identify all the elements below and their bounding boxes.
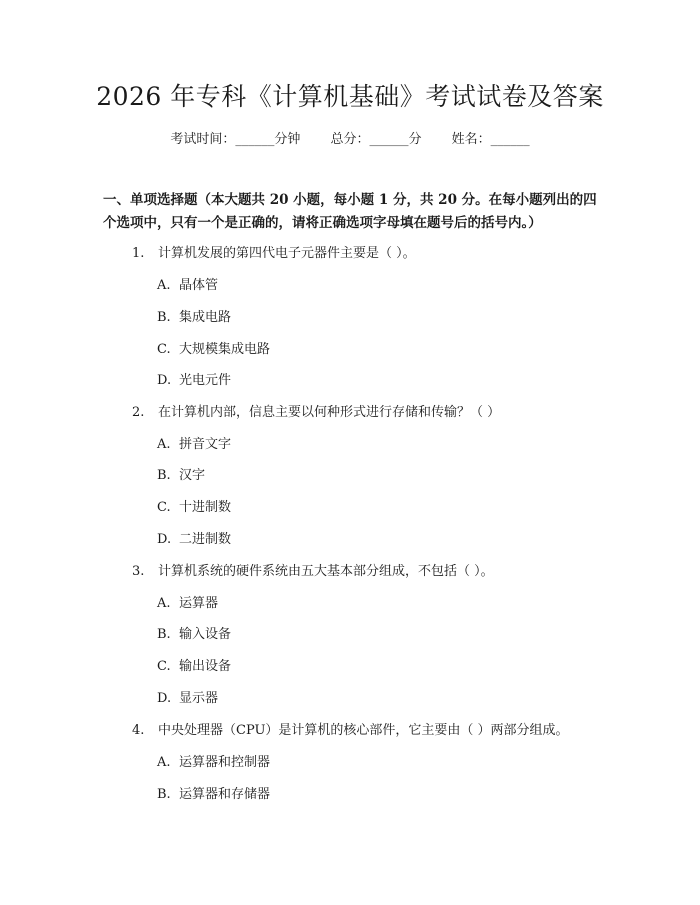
option-b — [157, 626, 231, 644]
option-letter: B. — [157, 627, 171, 642]
option-text: 运算器 — [179, 596, 219, 611]
option-d — [157, 372, 231, 390]
option-text: 显示器 — [179, 691, 219, 706]
option-letter: C. — [157, 342, 171, 357]
option-a — [157, 436, 231, 454]
option-b — [157, 786, 270, 804]
question-stem: 计算机发展的第四代电子元器件主要是（ ）。 — [158, 246, 416, 261]
section-heading-line: 一、单项选择题（本大题共 20 小题，每小题 1 分，共 20 分。在每小题列出的四 — [103, 192, 597, 208]
option-text: 输入设备 — [179, 627, 232, 642]
exam-time-field: 考试时间：______分钟 — [170, 132, 301, 147]
option-letter: C. — [157, 659, 171, 674]
question-number: 4. — [132, 723, 145, 738]
question-number: 3. — [132, 564, 145, 579]
option-d — [157, 690, 218, 708]
option-letter: A. — [157, 596, 171, 611]
question-stem: 计算机系统的硬件系统由五大基本部分组成，不包括（ ）。 — [158, 564, 494, 579]
section-heading — [103, 189, 603, 235]
question-number: 2. — [132, 405, 145, 420]
option-text: 输出设备 — [179, 659, 232, 674]
option-text: 汉字 — [179, 468, 206, 483]
exam-info — [0, 131, 700, 149]
option-a — [157, 595, 218, 613]
option-letter: D. — [157, 532, 172, 547]
option-c — [157, 658, 231, 676]
option-b — [157, 309, 231, 327]
option-a — [157, 277, 218, 295]
question-stem: 中央处理器（CPU）是计算机的核心部件，它主要由（ ）两部分组成。 — [158, 723, 569, 738]
option-d — [157, 531, 231, 549]
option-text: 运算器和控制器 — [179, 755, 271, 770]
option-b — [157, 467, 205, 485]
student-name-field: 姓名：______ — [451, 132, 530, 147]
option-letter: B. — [157, 468, 171, 483]
option-letter: A. — [157, 755, 171, 770]
option-text: 晶体管 — [179, 278, 219, 293]
option-letter: A. — [157, 278, 171, 293]
question-number: 1. — [132, 246, 145, 261]
option-text: 集成电路 — [179, 310, 232, 325]
option-text: 二进制数 — [179, 532, 232, 547]
option-text: 运算器和存储器 — [179, 787, 271, 802]
option-letter: B. — [157, 310, 171, 325]
option-letter: A. — [157, 437, 171, 452]
question-stem: 在计算机内部，信息主要以何种形式进行存储和传输？（ ） — [158, 405, 501, 420]
option-text: 拼音文字 — [179, 437, 232, 452]
page-title: 2026 年专科《计算机基础》考试试卷及答案 — [96, 82, 604, 111]
total-score-field: 总分：______分 — [330, 132, 422, 147]
option-letter: B. — [157, 787, 171, 802]
option-text: 十进制数 — [179, 500, 232, 515]
option-text: 大规模集成电路 — [179, 342, 271, 357]
section-heading-line: 个选项中，只有一个是正确的，请将正确选项字母填在题号后的括号内。） — [103, 215, 542, 231]
option-c — [157, 499, 231, 517]
option-c — [157, 341, 270, 359]
option-a — [157, 754, 270, 772]
option-letter: D. — [157, 691, 172, 706]
option-letter: D. — [157, 373, 172, 388]
option-text: 光电元件 — [179, 373, 232, 388]
option-letter: C. — [157, 500, 171, 515]
